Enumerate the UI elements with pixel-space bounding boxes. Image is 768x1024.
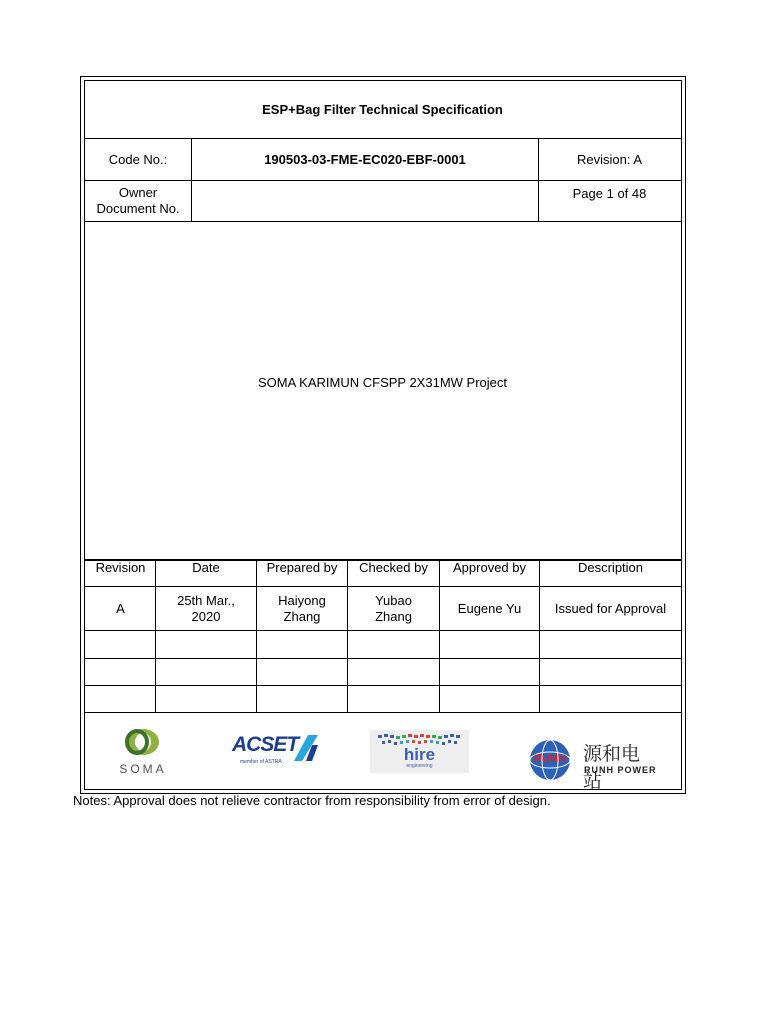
page-info: Page 1 of 48 [572,186,647,201]
table-header-approved-by: Approved by [453,560,526,575]
table-cell-description [540,631,681,658]
divider [85,712,681,713]
table-cell-date: 25th Mar., 2020 [177,592,235,624]
table-cell-prepared-by [257,631,347,658]
table-cell-revision: A [116,600,125,616]
table-header-description: Description [577,560,644,575]
divider [191,139,192,221]
runh-badge-text: RUNH [534,753,566,765]
table-cell-approved-by [440,686,539,712]
owner-doc-label-line2: Document No. [96,201,180,216]
table-cell-revision [86,686,155,712]
runh-english-name: RUNH POWER [584,765,657,775]
table-cell-approved-by: Eugene Yu [457,600,522,616]
table-cell-checked-by [348,686,439,712]
acset-logo-mark [294,735,318,761]
table-header-prepared-by: Prepared by [266,560,338,575]
table-cell-description [540,659,681,685]
hire-logo-subtitle: engineering [406,763,433,769]
table-cell-date [156,659,256,685]
soma-logo [108,724,178,780]
table-cell-prepared-by: Haiyong Zhang [278,592,326,624]
table-cell-checked-by: Yubao Zhang [375,592,412,624]
table-cell-revision [86,659,155,685]
table-header-checked-by: Checked by [359,560,428,575]
owner-doc-label-line1: Owner [118,185,158,200]
table-cell-checked-by [348,659,439,685]
table-header-revision: Revision [95,560,146,575]
code-value: 190503-03-FME-EC020-EBF-0001 [264,151,466,167]
divider [538,139,539,221]
table-cell-approved-by [440,659,539,685]
table-cell-checked-by [348,631,439,658]
acset-logo-text: ACSET [232,733,299,756]
document-title: ESP+Bag Filter Technical Specification [262,101,503,117]
table-cell-approved-by [440,631,539,658]
owner-doc-label [85,181,191,221]
table-cell-date [156,631,256,658]
runh-logo [527,738,657,792]
acset-logo [232,731,320,771]
soma-logo-text: SOMA [119,762,167,776]
project-name: SOMA KARIMUN CFSPP 2X31MW Project [258,375,507,390]
approval-notes: Notes: Approval does not relieve contractor from responsibility from error of design. [73,793,551,808]
table-cell-revision [86,631,155,658]
table-cell-description [540,686,681,712]
acset-logo-subtitle: member of ASTRA [240,759,282,765]
table-cell-date [156,686,256,712]
revision-label: Revision: A [576,151,643,167]
code-label: Code No.: [108,151,168,167]
hire-logo-text: hire [403,745,436,764]
table-cell-prepared-by [257,686,347,712]
table-cell-description: Issued for Approval [554,600,667,616]
owner-doc-value [192,181,538,221]
table-header-date: Date [192,560,220,575]
runh-chinese-name: 源和电站 [583,743,641,792]
hire-logo [370,730,469,773]
table-cell-prepared-by [257,659,347,685]
